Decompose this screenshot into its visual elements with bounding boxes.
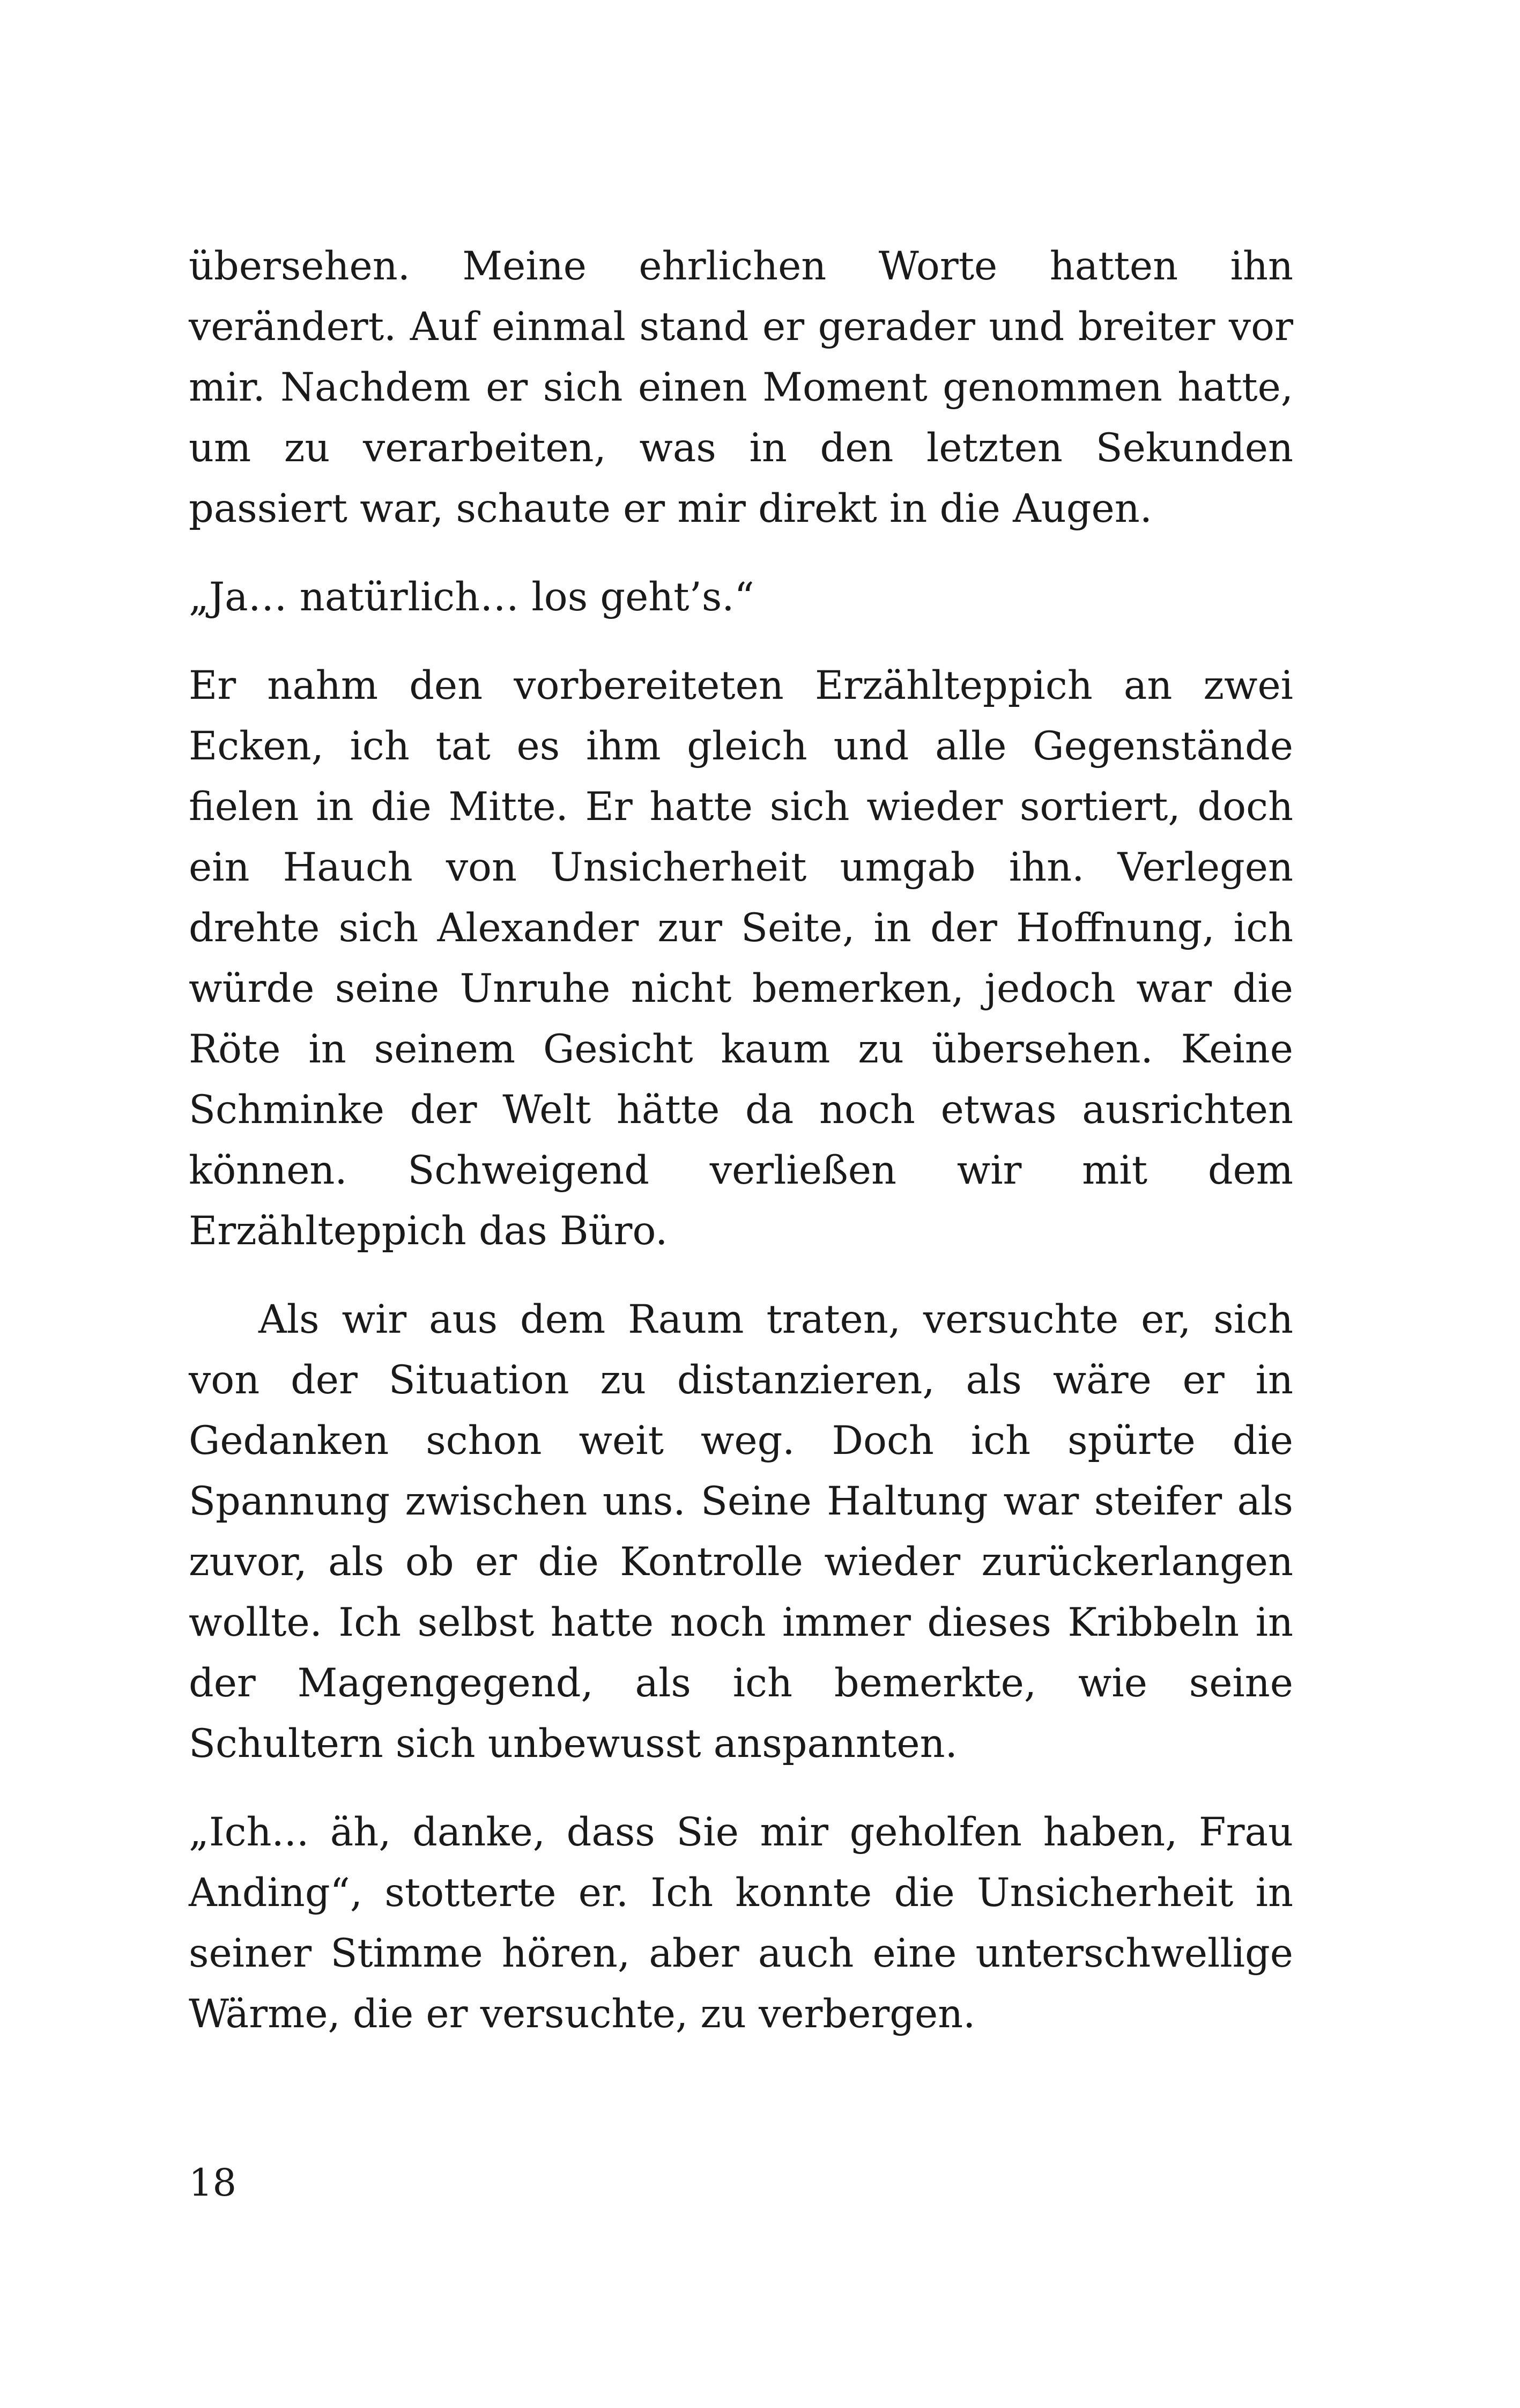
- paragraph-2-dialogue: „Ja… natürlich… los geht’s.“: [189, 574, 754, 620]
- paragraph-1: übersehen. Meine ehrlichen Worte hatten ihn verändert. Auf einmal stand er gerader und breiter vor mir. Nachdem er sich einen Moment genommen hatte, um zu verarbeiten, was in den letzten Sekunden passiert war, schaute er mir direkt in die Augen.: [189, 243, 1293, 531]
- page-number: 18: [189, 2161, 237, 2205]
- paragraph-4: Als wir aus dem Raum traten, versuchte er, sich von der Situation zu distanzieren, als wäre er in Gedanken schon weit weg. Doch ich spürte die Spannung zwischen uns. Seine Haltung war steifer als zuvor, als ob er die Kontrolle wieder zurückerlangen wollte. Ich selbst hatte noch immer dieses Kribbeln in der Magengegend, als ich bemerkte, wie seine Schultern sich unbewusst anspannten.: [189, 1297, 1293, 1767]
- body-text: [189, 236, 1293, 2044]
- paragraph-5-dialogue: „Ich... äh, danke, dass Sie mir geholfen haben, Frau Anding“, stotterte er. Ich konnte die Unsicherheit in seiner Stimme hören, aber auch eine unterschwellige Wärme, die er versuchte, zu verbergen.: [189, 1809, 1293, 2037]
- paragraph-3: Er nahm den vorbereiteten Erzählteppich an zwei Ecken, ich tat es ihm gleich und alle Gegenstände fielen in die Mitte. Er hatte sich wieder sortiert, doch ein Hauch von Unsicherheit umgab ihn. Verlegen drehte sich Alexander zur Seite, in der Hoffnung, ich würde seine Unruhe nicht bemerken, jedoch war die Röte in seinem Gesicht kaum zu übersehen. Keine Schminke der Welt hätte da noch etwas ausrichten können. Schweigend verließen wir mit dem Erzählteppich das Büro.: [189, 663, 1293, 1254]
